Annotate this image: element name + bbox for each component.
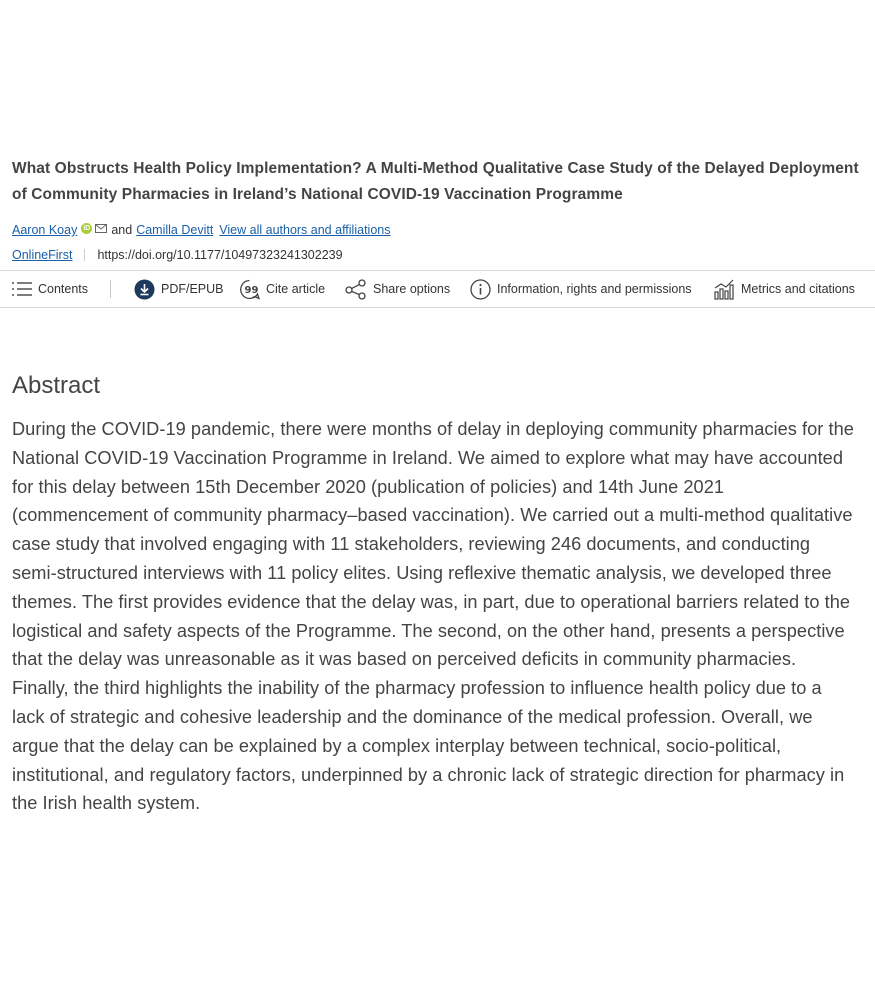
- author-separator: and: [111, 223, 133, 237]
- onlinefirst-link[interactable]: OnlineFirst: [12, 248, 73, 262]
- view-all-authors-link[interactable]: View all authors and affiliations: [219, 223, 391, 237]
- information-rights-button[interactable]: [470, 271, 692, 307]
- article-toolbar: [0, 270, 875, 308]
- share-icon: [345, 279, 367, 300]
- author-link-camilla-devitt[interactable]: Camilla Devitt: [136, 223, 214, 237]
- quote-icon: [239, 279, 260, 300]
- share-options-button[interactable]: [345, 271, 450, 307]
- doi-link[interactable]: https://doi.org/10.1177/10497323241302239: [97, 248, 343, 262]
- mail-icon[interactable]: [95, 222, 107, 236]
- metrics-citations-label: Metrics and citations: [741, 282, 855, 296]
- author-line: [12, 221, 872, 239]
- toolbar-divider: [110, 280, 111, 298]
- contents-button[interactable]: [12, 271, 88, 307]
- abstract-heading: Abstract: [12, 372, 101, 399]
- metrics-citations-button[interactable]: [714, 271, 855, 307]
- orcid-icon[interactable]: iD: [83, 224, 91, 232]
- information-rights-label: Information, rights and permissions: [497, 282, 692, 296]
- bar-chart-icon: [714, 279, 735, 300]
- contents-label: Contents: [38, 282, 89, 296]
- article-header: [12, 156, 872, 264]
- pdf-epub-label: PDF/EPUB: [161, 282, 224, 296]
- author-link-aaron-koay[interactable]: Aaron Koay: [12, 223, 78, 237]
- svg-text:99: 99: [244, 284, 259, 296]
- article-meta: [12, 246, 872, 264]
- cite-article-button[interactable]: [239, 271, 325, 307]
- abstract-text: During the COVID-19 pandemic, there were months of delay in deploying community pharmacies for the National COVID-19 Vaccination Programme in Ireland. We aimed to explore what may have accounted for this delay between 15th December 2020 (publication of policies) and 14th June 2021 (commencement of community pharmacy–based vaccination). We carried out a multi-method qualitative case study that involved engaging with 11 stakeholders, reviewing 246 documents, and conducting semi-structured interviews with 11 policy elites. Using reflexive thematic analysis, we developed three themes. The first provides evidence that the delay was, in part, due to operational barriers related to the logistical and safety aspects of the Programme. The second, on the other hand, presents a perspective that the delay was unreasonable as it was based on perceived deficits in community pharmacies. Finally, the third highlights the inability of the pharmacy profession to influence health policy due to a lack of strategic and cohesive leadership and the dominance of the medical profession. Overall, we argue that the delay can be explained by a complex interplay between technical, socio-political, institutional, and regulatory factors, underpinned by a chronic lack of strategic direction for pharmacy in the Irish health system.: [12, 419, 854, 814]
- list-icon: [12, 282, 32, 296]
- share-options-label: Share options: [373, 282, 451, 296]
- article-title: What Obstructs Health Policy Implementation? A Multi-Method Qualitative Case Study of the Delayed Deployment of Community Pharmacies in Ireland’s National COVID-19 Vaccination Programme: [12, 160, 859, 203]
- cite-article-label: Cite article: [266, 282, 326, 296]
- pdf-epub-button[interactable]: [134, 271, 224, 307]
- download-icon: [134, 279, 155, 300]
- info-icon: [470, 279, 491, 300]
- meta-divider: [84, 249, 85, 261]
